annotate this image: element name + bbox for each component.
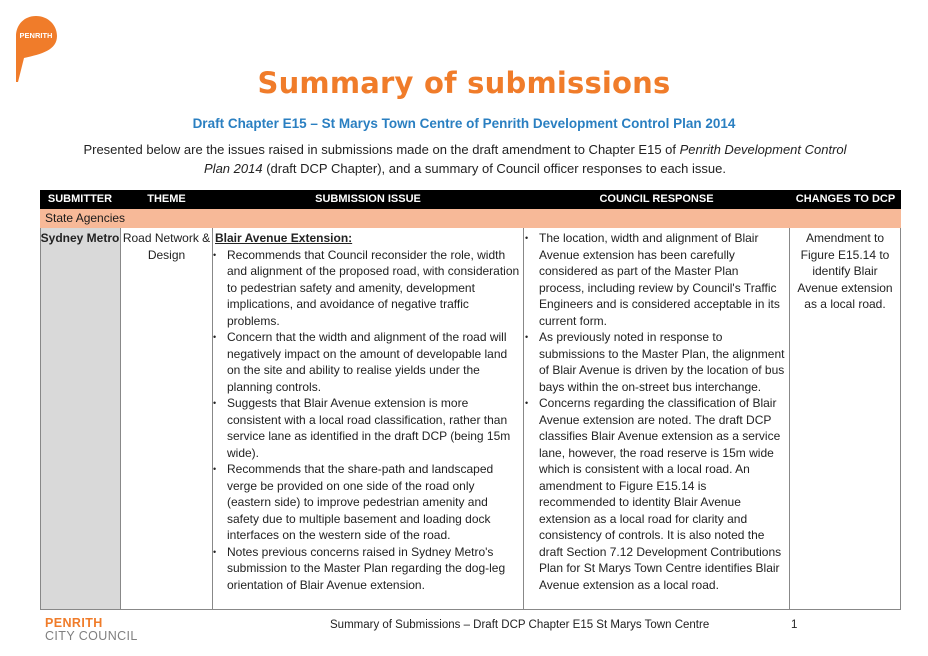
- response-list: [527, 230, 785, 593]
- header-changes: CHANGES TO DCP: [795, 193, 896, 205]
- table-header: [40, 190, 901, 209]
- theme-cell: Road Network & Design: [122, 231, 211, 262]
- list-item: • As previously noted in response to submissions to the Master Plan, the alignment of Blair Avenue is driven by the location of bus bays within the on-street bus interchange.: [527, 329, 785, 395]
- issue-list: [215, 247, 520, 594]
- intro-paragraph: [80, 140, 850, 178]
- list-item: • Concerns regarding the classification of Blair Avenue extension are noted. The draft DCP classifies Blair Avenue extension as a service lane, however, the road reserve is 15m wide which is consistent with a local road. An amendment to Figure E15.14 is recommended to identity Blair Avenue extension as a local road for clarity and consistency of controls. It is also noted the draft Section 7.12 Development Contributions Plan for St Marys Town Centre identifies Blair Avenue extension as a local road.: [527, 395, 785, 593]
- table-row: [40, 228, 901, 610]
- divider: [900, 228, 901, 609]
- list-item: • Recommends that Council reconsider the role, width and alignment of the proposed road, with consideration to pedestrian safety and amenity, development implications, and avoidance of negative traffic problems.: [215, 247, 520, 330]
- page-title: Summary of submissions: [257, 66, 671, 100]
- issue-heading: Blair Avenue Extension:: [215, 231, 353, 245]
- group-row: [40, 209, 901, 228]
- footer-logo: [45, 617, 138, 643]
- footer-text: Summary of Submissions – Draft DCP Chapter E15 St Marys Town Centre: [330, 619, 710, 631]
- header-issue: SUBMISSION ISSUE: [315, 193, 421, 205]
- page-subtitle: Draft Chapter E15 – St Marys Town Centre of Penrith Development Control Plan 2014: [192, 116, 736, 131]
- response-cell: [527, 230, 785, 593]
- submissions-table: [40, 190, 901, 609]
- intro-italic: Penrith Development Control Plan 2014: [204, 142, 847, 176]
- header-submitter: SUBMITTER: [47, 193, 113, 205]
- logo-text: PENRITH: [19, 31, 53, 40]
- divider: [40, 228, 41, 609]
- divider: [120, 228, 121, 609]
- header-response: COUNCIL RESPONSE: [599, 193, 714, 205]
- group-label: State Agencies: [45, 211, 126, 225]
- list-item: • Concern that the width and alignment of the road will negatively impact on the amount of developable land on the site and ability to realise yields under the planning controls.: [215, 329, 520, 395]
- page-number: 1: [791, 619, 798, 631]
- list-item: • Suggests that Blair Avenue extension is more consistent with a local road classification, rather than service lane as identified in the draft DCP (being 15m wide).: [215, 395, 520, 461]
- intro-after: (draft DCP Chapter), and a summary of Council officer responses to each issue.: [262, 161, 726, 176]
- list-item: • The location, width and alignment of Blair Avenue extension has been carefully considered as part of the Master Plan process, including review by Council's Traffic Engineers and is considered acceptable in its current form.: [527, 230, 785, 329]
- footer-logo-line2: CITY COUNCIL: [45, 629, 138, 643]
- header-theme: THEME: [147, 193, 186, 205]
- changes-cell: Amendment to Figure E15.14 to identify Blair Avenue extension as a local road.: [797, 231, 893, 311]
- submitter-cell-bg: [40, 228, 120, 609]
- footer-logo-line1: PENRITH: [45, 616, 103, 630]
- divider: [789, 228, 790, 609]
- divider: [523, 228, 524, 609]
- intro-before: Presented below are the issues raised in submissions made on the draft amendment to Chapter E15 of: [83, 142, 680, 157]
- submitter-cell: Sydney Metro: [40, 231, 120, 245]
- list-item: • Recommends that the share-path and landscaped verge be provided on one side of the road only (eastern side) to improve pedestrian amenity and safety due to multiple basement and loading dock interfaces on the western side of the road.: [215, 461, 520, 544]
- list-item: • Notes previous concerns raised in Sydney Metro's submission to the Master Plan regarding the dog-leg orientation of Blair Avenue extension.: [215, 544, 520, 594]
- issue-cell: [215, 230, 520, 593]
